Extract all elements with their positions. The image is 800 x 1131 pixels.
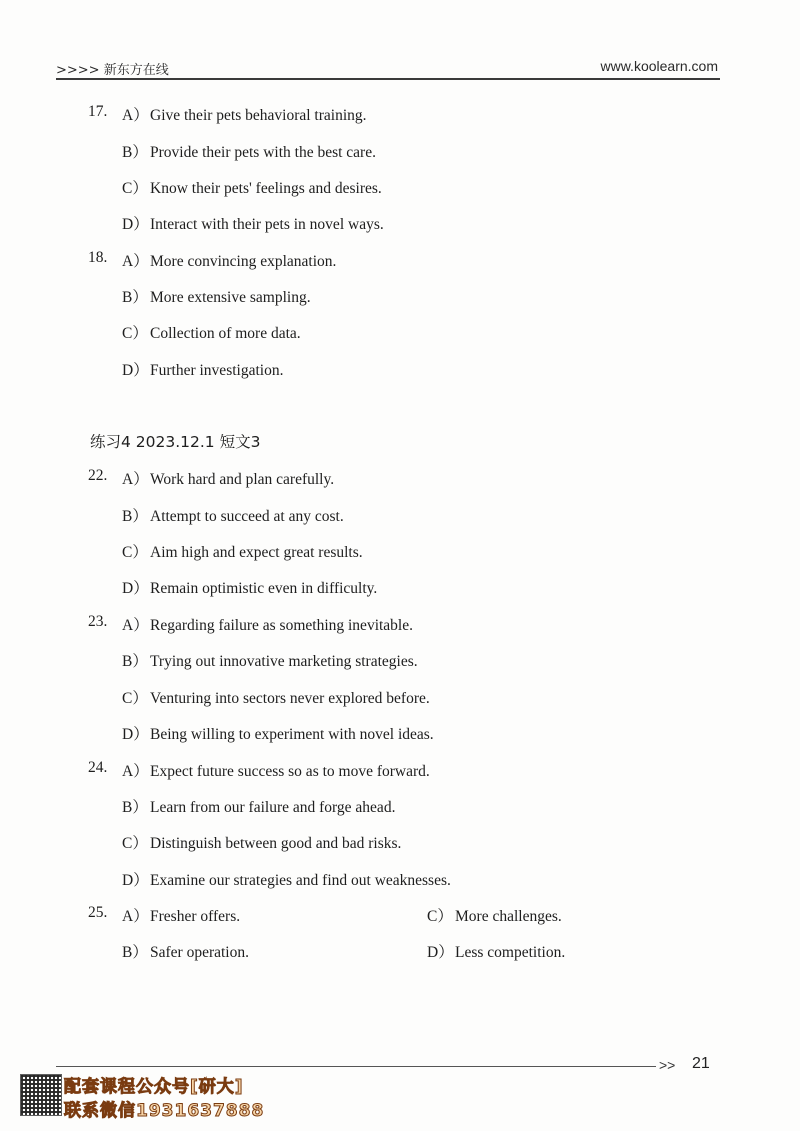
header-divider — [56, 78, 720, 80]
option-text: Trying out innovative marketing strategies. — [150, 653, 418, 670]
header-website: www.koolearn.com — [600, 58, 718, 74]
option-text: Collection of more data. — [150, 325, 301, 342]
option-letter: B） — [122, 289, 148, 306]
option — [122, 613, 413, 635]
option — [122, 868, 451, 890]
option-letter: B） — [122, 144, 148, 161]
promo-line: 联系微信1931637888 — [64, 1101, 265, 1121]
footer-divider — [56, 1066, 656, 1067]
option-text: Remain optimistic even in difficulty. — [150, 580, 378, 597]
option-letter: B） — [122, 944, 148, 961]
option-letter: C） — [122, 544, 148, 561]
option — [122, 686, 430, 708]
option-text: More extensive sampling. — [150, 289, 311, 306]
question-number: 23. — [88, 613, 108, 630]
question-number: 24. — [88, 759, 108, 776]
option — [122, 795, 395, 817]
option-text: Further investigation. — [150, 362, 284, 379]
question-number: 18. — [88, 249, 108, 266]
option — [122, 285, 311, 307]
option-letter: D） — [122, 362, 149, 379]
question-number: 17. — [88, 103, 108, 120]
option-letter: D） — [122, 872, 149, 889]
option-text: Regarding failure as something inevitable. — [150, 617, 413, 634]
option-letter: D） — [122, 580, 149, 597]
option — [427, 904, 562, 926]
option — [122, 103, 367, 125]
question-number: 22. — [88, 467, 108, 484]
option — [122, 176, 382, 198]
option — [122, 140, 376, 162]
option — [122, 358, 283, 380]
option-text: Venturing into sectors never explored before. — [150, 690, 430, 707]
option-text: Attempt to succeed at any cost. — [150, 508, 344, 525]
option — [122, 576, 377, 598]
option — [122, 321, 301, 343]
section-title: 练习4 2023.12.1 短文3 — [90, 433, 261, 451]
header-brand: >>>> 新东方在线 — [56, 63, 169, 78]
page-number: 21 — [692, 1055, 710, 1072]
option-text: Learn from our failure and forge ahead. — [150, 799, 396, 816]
option — [122, 940, 249, 962]
option-letter: A） — [122, 471, 149, 488]
option-letter: A） — [122, 253, 149, 270]
option-text: Examine our strategies and find out weaknesses. — [150, 872, 451, 889]
question-number: 25. — [88, 904, 108, 921]
option — [122, 722, 434, 744]
option — [122, 249, 336, 271]
option — [122, 212, 384, 234]
option-letter: A） — [122, 617, 149, 634]
option-text: More convincing explanation. — [150, 253, 337, 270]
option-text: Fresher offers. — [150, 908, 241, 925]
option-text: Less competition. — [455, 944, 566, 961]
option-text: Work hard and plan carefully. — [150, 471, 335, 488]
option — [122, 759, 430, 781]
option — [122, 504, 344, 526]
option-letter: A） — [122, 908, 149, 925]
option-letter: D） — [122, 216, 149, 233]
option — [122, 831, 401, 853]
option-text: Safer operation. — [150, 944, 249, 961]
option-text: Aim high and expect great results. — [150, 544, 363, 561]
promo-line: 配套课程公众号[研大] — [64, 1077, 244, 1097]
option-text: More challenges. — [455, 908, 562, 925]
option — [122, 467, 334, 489]
option-letter: B） — [122, 508, 148, 525]
option-letter: B） — [122, 653, 148, 670]
option-text: Know their pets' feelings and desires. — [150, 180, 382, 197]
option — [122, 649, 418, 671]
option-letter: C） — [427, 908, 453, 925]
option-text: Interact with their pets in novel ways. — [150, 216, 384, 233]
option-letter: A） — [122, 763, 149, 780]
option-text: Expect future success so as to move forward. — [150, 763, 430, 780]
option-text: Distinguish between good and bad risks. — [150, 835, 402, 852]
option-letter: A） — [122, 107, 149, 124]
option — [122, 540, 363, 562]
option-letter: C） — [122, 325, 148, 342]
footer-arrow: >> — [659, 1057, 676, 1073]
option-letter: C） — [122, 180, 148, 197]
option-text: Being willing to experiment with novel ideas. — [150, 726, 434, 743]
option-letter: D） — [122, 726, 149, 743]
option-letter: C） — [122, 690, 148, 707]
option — [427, 940, 565, 962]
option-letter: D） — [427, 944, 454, 961]
option-letter: B） — [122, 799, 148, 816]
option-text: Provide their pets with the best care. — [150, 144, 376, 161]
qr-code-icon — [20, 1074, 62, 1116]
option — [122, 904, 240, 926]
option-text: Give their pets behavioral training. — [150, 107, 367, 124]
option-letter: C） — [122, 835, 148, 852]
